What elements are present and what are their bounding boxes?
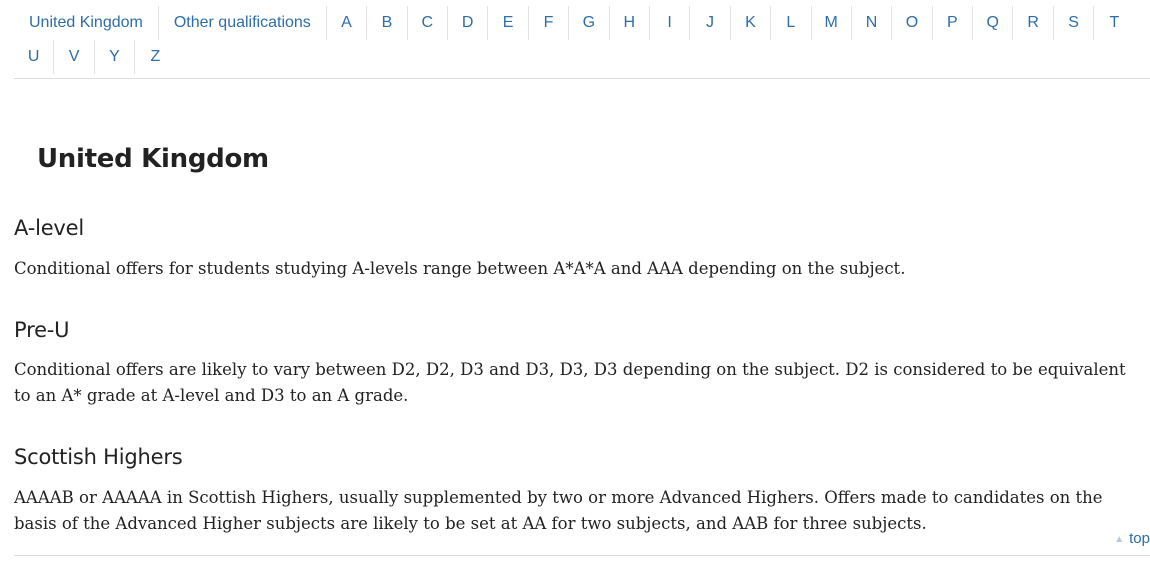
nav-letter-h[interactable]: H: [610, 6, 650, 40]
nav-letter-n[interactable]: N: [852, 6, 892, 40]
nav-link-united-kingdom[interactable]: United Kingdom: [14, 6, 159, 40]
nav-letter-f[interactable]: F: [529, 6, 569, 40]
country-nav-row-1: [14, 6, 1150, 40]
nav-letter-a[interactable]: A: [327, 6, 367, 40]
nav-letter-t[interactable]: T: [1109, 14, 1120, 31]
nav-letter-q[interactable]: Q: [973, 6, 1013, 40]
nav-letter-l[interactable]: L: [771, 6, 811, 40]
back-to-top-link[interactable]: [1114, 530, 1150, 547]
section-title: United Kingdom: [37, 144, 269, 174]
nav-letter-u[interactable]: U: [14, 40, 54, 74]
nav-letter-i[interactable]: I: [650, 6, 690, 40]
nav-letter-c[interactable]: C: [408, 6, 448, 40]
nav-letter-g[interactable]: G: [569, 6, 609, 40]
qualification-text-pre-u: Conditional offers are likely to vary between D2, D2, D3 and D3, D3, D3 depending on the subject. D2 is considered to be equivalent to an A* grade at A-level and D3 to an A grade.: [14, 360, 1126, 405]
qualification-heading-scottish-highers: Scottish Highers: [14, 445, 183, 469]
country-nav: [14, 6, 1150, 79]
nav-letter-v[interactable]: V: [54, 40, 94, 74]
qualification-text-a-level: Conditional offers for students studying A-levels range between A*A*A and AAA depending on the subject.: [14, 259, 906, 278]
nav-letter-j[interactable]: J: [690, 6, 730, 40]
nav-letter-o[interactable]: O: [892, 6, 932, 40]
qualification-text-scottish-highers: AAAAB or AAAAA in Scottish Highers, usually supplemented by two or more Advanced Highers. Offers made to candidates on the basis of the Advanced Higher subjects are likely to be set at AA for two subjects, and AAB for three subjects.: [14, 488, 1103, 533]
nav-letter-m[interactable]: M: [812, 6, 852, 40]
nav-link-other-qualifications[interactable]: Other qualifications: [159, 6, 327, 40]
nav-letter-r[interactable]: R: [1013, 6, 1053, 40]
nav-letter-b[interactable]: B: [367, 6, 407, 40]
nav-letter-k[interactable]: K: [731, 6, 771, 40]
nav-letter-d[interactable]: D: [448, 6, 488, 40]
back-to-top-label: top: [1129, 530, 1150, 547]
nav-letter-s[interactable]: S: [1054, 6, 1094, 40]
qualification-heading-pre-u: Pre-U: [14, 318, 70, 342]
nav-letter-e[interactable]: E: [488, 6, 528, 40]
qualification-heading-a-level: A-level: [14, 216, 85, 240]
country-nav-row-2: [14, 40, 1150, 74]
section-divider: [14, 555, 1150, 556]
nav-letter-z[interactable]: Z: [150, 48, 161, 65]
nav-letter-y[interactable]: Y: [95, 40, 135, 74]
triangle-up-icon: ▲: [1114, 534, 1125, 545]
nav-letter-p[interactable]: P: [933, 6, 973, 40]
